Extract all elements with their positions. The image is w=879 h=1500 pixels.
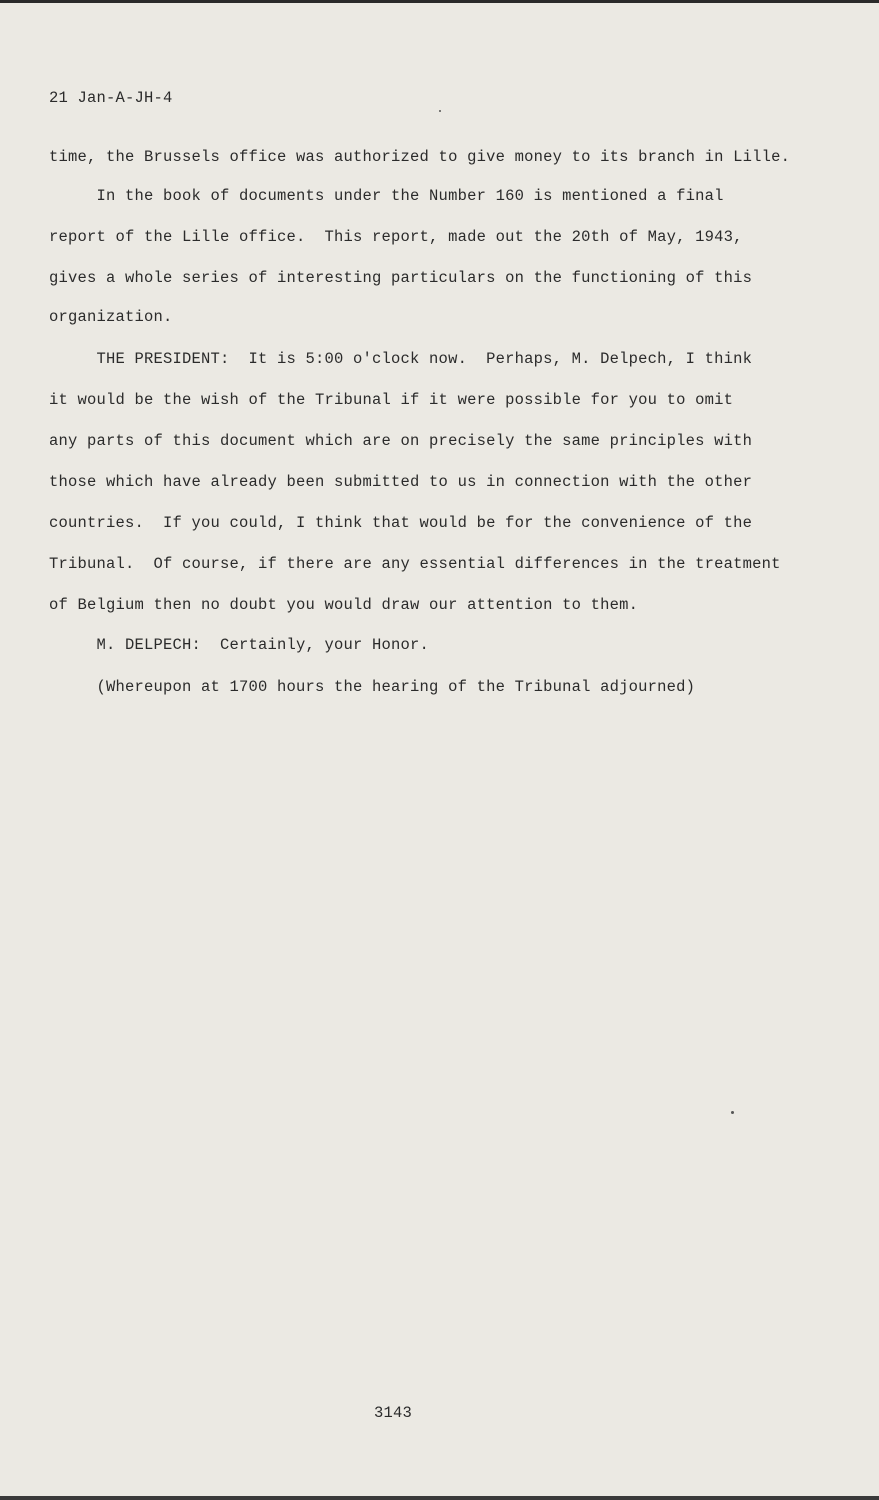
document-reference: 21 Jan-A-JH-4 bbox=[49, 89, 173, 107]
text-line: time, the Brussels office was authorized to give money to its branch in Lille. bbox=[49, 148, 791, 166]
text-line: countries. If you could, I think that would be for the convenience of the bbox=[49, 514, 753, 532]
text-line: In the book of documents under the Number 160 is mentioned a final bbox=[49, 187, 724, 205]
page-bottom-edge bbox=[0, 1496, 879, 1500]
text-line: of Belgium then no doubt you would draw our attention to them. bbox=[49, 596, 639, 614]
paper-speck bbox=[439, 110, 441, 112]
text-line: any parts of this document which are on precisely the same principles with bbox=[49, 432, 753, 450]
text-line: those which have already been submitted to us in connection with the other bbox=[49, 473, 753, 491]
text-line: organization. bbox=[49, 308, 173, 326]
text-line: THE PRESIDENT: It is 5:00 o'clock now. Perhaps, M. Delpech, I think bbox=[49, 350, 753, 368]
text-line: M. DELPECH: Certainly, your Honor. bbox=[49, 636, 430, 654]
text-line: (Whereupon at 1700 hours the hearing of the Tribunal adjourned) bbox=[49, 678, 696, 696]
page-number: 3143 bbox=[374, 1404, 413, 1422]
text-line: Tribunal. Of course, if there are any essential differences in the treatment bbox=[49, 555, 781, 573]
paper-speck bbox=[731, 1111, 734, 1114]
text-line: report of the Lille office. This report, made out the 20th of May, 1943, bbox=[49, 228, 743, 246]
text-line: gives a whole series of interesting particulars on the functioning of this bbox=[49, 269, 753, 287]
text-line: it would be the wish of the Tribunal if it were possible for you to omit bbox=[49, 391, 734, 409]
